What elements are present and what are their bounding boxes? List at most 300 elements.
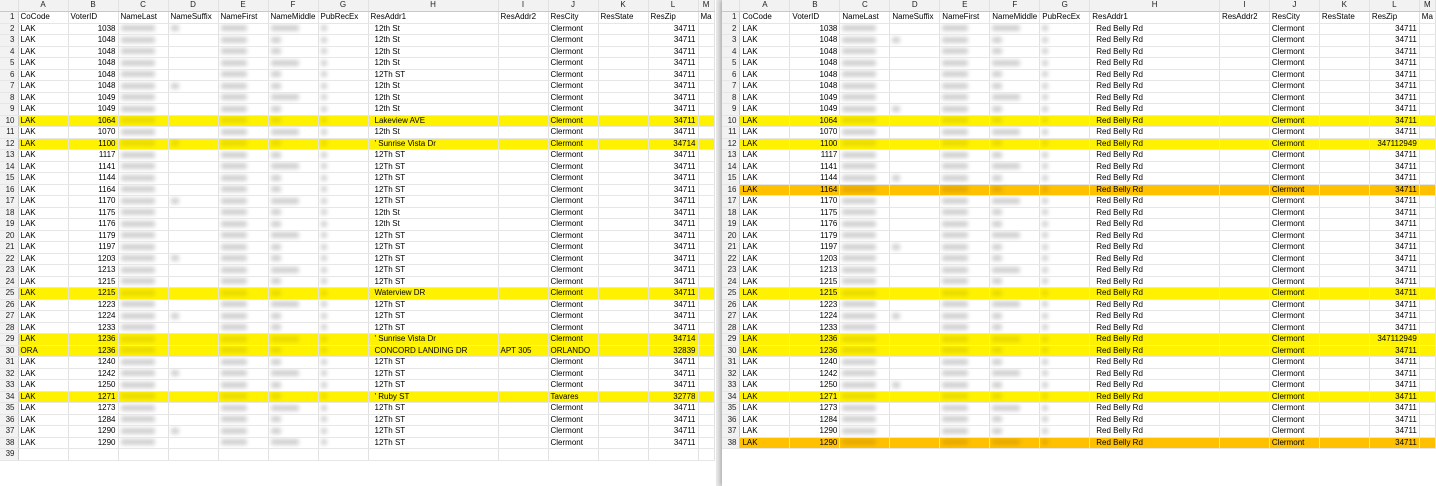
reszip-cell[interactable]: 34711 bbox=[1369, 253, 1419, 265]
mailing-cell[interactable] bbox=[698, 184, 714, 196]
namemiddle-cell[interactable] bbox=[268, 46, 318, 58]
mailing-cell[interactable] bbox=[1419, 368, 1435, 380]
rescity-cell[interactable]: Clermont bbox=[1269, 115, 1319, 127]
voterid-cell[interactable]: 1048 bbox=[68, 46, 118, 58]
voterid-cell[interactable]: 1100 bbox=[790, 138, 840, 150]
column-header-L[interactable]: L bbox=[648, 0, 698, 12]
resaddr1-cell[interactable] bbox=[368, 288, 498, 300]
row-number[interactable]: 34 bbox=[722, 391, 740, 403]
header-cell-cocode[interactable]: CoCode bbox=[740, 12, 790, 24]
namelast-cell[interactable] bbox=[840, 127, 890, 139]
mailing-cell[interactable] bbox=[698, 368, 714, 380]
row-number[interactable]: 25 bbox=[0, 288, 18, 300]
mailing-cell[interactable] bbox=[1419, 81, 1435, 93]
voterid-cell[interactable]: 1141 bbox=[68, 161, 118, 173]
rescity-cell[interactable]: Clermont bbox=[1269, 391, 1319, 403]
resstate-cell[interactable] bbox=[598, 127, 648, 139]
namelast-cell[interactable] bbox=[840, 81, 890, 93]
namesuffix-cell[interactable] bbox=[168, 58, 218, 70]
voterid-cell[interactable]: 1049 bbox=[790, 104, 840, 116]
cocode-cell[interactable]: LAK bbox=[740, 184, 790, 196]
cocode-cell[interactable]: LAK bbox=[740, 81, 790, 93]
namefirst-cell[interactable] bbox=[940, 35, 990, 47]
cocode-cell[interactable]: LAK bbox=[740, 35, 790, 47]
select-all-corner[interactable] bbox=[0, 0, 18, 12]
pubrecex-cell[interactable] bbox=[318, 253, 368, 265]
row-number[interactable]: 2 bbox=[722, 23, 740, 35]
row-number[interactable]: 15 bbox=[722, 173, 740, 185]
resaddr1-cell[interactable] bbox=[368, 253, 498, 265]
resaddr2-cell[interactable] bbox=[498, 219, 548, 231]
mailing-cell[interactable] bbox=[1419, 184, 1435, 196]
cocode-cell[interactable]: LAK bbox=[740, 368, 790, 380]
reszip-cell[interactable]: 34711 bbox=[1369, 92, 1419, 104]
cocode-cell[interactable]: LAK bbox=[18, 299, 68, 311]
namelast-cell[interactable] bbox=[118, 345, 168, 357]
resaddr1-cell[interactable] bbox=[368, 161, 498, 173]
row-number[interactable]: 39 bbox=[0, 449, 18, 461]
row-number[interactable]: 23 bbox=[722, 265, 740, 277]
namemiddle-cell[interactable] bbox=[268, 230, 318, 242]
resstate-cell[interactable] bbox=[598, 334, 648, 346]
resstate-cell[interactable] bbox=[1319, 35, 1369, 47]
mailing-cell[interactable] bbox=[1419, 230, 1435, 242]
row-number[interactable]: 22 bbox=[722, 253, 740, 265]
namefirst-cell[interactable] bbox=[218, 58, 268, 70]
resaddr1-cell[interactable] bbox=[368, 23, 498, 35]
resaddr1-cell[interactable] bbox=[1090, 334, 1220, 346]
resaddr1-cell[interactable] bbox=[368, 242, 498, 254]
mailing-cell[interactable] bbox=[1419, 35, 1435, 47]
rescity-cell[interactable]: Clermont bbox=[1269, 403, 1319, 415]
namesuffix-cell[interactable] bbox=[168, 104, 218, 116]
resstate-cell[interactable] bbox=[598, 311, 648, 323]
pubrecex-cell[interactable] bbox=[318, 35, 368, 47]
mailing-cell[interactable] bbox=[1419, 150, 1435, 162]
namesuffix-cell[interactable] bbox=[890, 345, 940, 357]
voterid-cell[interactable]: 1117 bbox=[790, 150, 840, 162]
rescity-cell[interactable]: Clermont bbox=[1269, 23, 1319, 35]
mailing-cell[interactable] bbox=[1419, 426, 1435, 438]
voterid-cell[interactable]: 1048 bbox=[790, 81, 840, 93]
column-header-E[interactable]: E bbox=[940, 0, 990, 12]
voterid-cell[interactable]: 1175 bbox=[68, 207, 118, 219]
reszip-cell[interactable]: 34711 bbox=[648, 46, 698, 58]
resstate-cell[interactable] bbox=[598, 184, 648, 196]
namemiddle-cell[interactable] bbox=[268, 196, 318, 208]
cocode-cell[interactable]: LAK bbox=[18, 414, 68, 426]
pubrecex-cell[interactable] bbox=[318, 357, 368, 369]
resaddr1-cell[interactable] bbox=[368, 196, 498, 208]
resaddr1-cell[interactable] bbox=[1090, 276, 1220, 288]
cocode-cell[interactable]: LAK bbox=[18, 403, 68, 415]
resaddr1-cell[interactable] bbox=[1090, 345, 1220, 357]
namelast-cell[interactable] bbox=[840, 161, 890, 173]
header-cell-ma[interactable]: Ma bbox=[698, 12, 714, 24]
namelast-cell[interactable] bbox=[840, 150, 890, 162]
reszip-cell[interactable]: 34711 bbox=[1369, 219, 1419, 231]
resaddr2-cell[interactable] bbox=[498, 288, 548, 300]
mailing-cell[interactable] bbox=[698, 276, 714, 288]
resstate-cell[interactable] bbox=[598, 173, 648, 185]
row-number[interactable]: 17 bbox=[0, 196, 18, 208]
pubrecex-cell[interactable] bbox=[1040, 196, 1090, 208]
resaddr1-cell[interactable] bbox=[368, 276, 498, 288]
resstate-cell[interactable] bbox=[598, 437, 648, 449]
mailing-cell[interactable] bbox=[1419, 265, 1435, 277]
header-cell-resaddr2[interactable]: ResAddr2 bbox=[498, 12, 548, 24]
namelast-cell[interactable] bbox=[118, 138, 168, 150]
mailing-cell[interactable] bbox=[1419, 104, 1435, 116]
row-number[interactable]: 21 bbox=[0, 242, 18, 254]
row-number[interactable]: 3 bbox=[0, 35, 18, 47]
namelast-cell[interactable] bbox=[118, 161, 168, 173]
cocode-cell[interactable]: LAK bbox=[18, 150, 68, 162]
namefirst-cell[interactable] bbox=[218, 138, 268, 150]
voterid-cell[interactable]: 1233 bbox=[68, 322, 118, 334]
mailing-cell[interactable] bbox=[1419, 161, 1435, 173]
reszip-cell[interactable]: 34711 bbox=[1369, 391, 1419, 403]
resaddr1-cell[interactable] bbox=[368, 403, 498, 415]
header-cell-voterid[interactable]: VoterID bbox=[790, 12, 840, 24]
resaddr2-cell[interactable] bbox=[498, 23, 548, 35]
voterid-cell[interactable]: 1170 bbox=[68, 196, 118, 208]
cocode-cell[interactable]: LAK bbox=[740, 242, 790, 254]
resstate-cell[interactable] bbox=[598, 46, 648, 58]
mailing-cell[interactable] bbox=[1419, 219, 1435, 231]
voterid-cell[interactable]: 1164 bbox=[68, 184, 118, 196]
namemiddle-cell[interactable] bbox=[268, 368, 318, 380]
pubrecex-cell[interactable] bbox=[318, 104, 368, 116]
namelast-cell[interactable] bbox=[118, 265, 168, 277]
voterid-cell[interactable]: 1048 bbox=[68, 58, 118, 70]
column-header-J[interactable]: J bbox=[548, 0, 598, 12]
resstate-cell[interactable] bbox=[598, 161, 648, 173]
resaddr1-cell[interactable] bbox=[1090, 58, 1220, 70]
rescity-cell[interactable]: Clermont bbox=[548, 311, 598, 323]
reszip-cell[interactable]: 34711 bbox=[648, 265, 698, 277]
column-header-I[interactable]: I bbox=[1219, 0, 1269, 12]
pubrecex-cell[interactable] bbox=[318, 46, 368, 58]
mailing-cell[interactable] bbox=[698, 403, 714, 415]
reszip-cell[interactable]: 34711 bbox=[648, 92, 698, 104]
rescity-cell[interactable]: Clermont bbox=[548, 288, 598, 300]
reszip-cell[interactable]: 34711 bbox=[1369, 173, 1419, 185]
resstate-cell[interactable] bbox=[598, 58, 648, 70]
resaddr1-cell[interactable] bbox=[368, 334, 498, 346]
namefirst-cell[interactable] bbox=[940, 322, 990, 334]
reszip-cell[interactable]: 34711 bbox=[1369, 288, 1419, 300]
mailing-cell[interactable] bbox=[1419, 380, 1435, 392]
voterid-cell[interactable]: 1176 bbox=[68, 219, 118, 231]
namefirst-cell[interactable] bbox=[940, 242, 990, 254]
namefirst-cell[interactable] bbox=[940, 92, 990, 104]
resaddr2-cell[interactable] bbox=[498, 437, 548, 449]
namefirst-cell[interactable] bbox=[218, 242, 268, 254]
namemiddle-cell[interactable] bbox=[268, 104, 318, 116]
namesuffix-cell[interactable] bbox=[168, 368, 218, 380]
cocode-cell[interactable]: LAK bbox=[740, 299, 790, 311]
voterid-cell[interactable]: 1070 bbox=[68, 127, 118, 139]
cocode-cell[interactable]: LAK bbox=[18, 81, 68, 93]
reszip-cell[interactable]: 34711 bbox=[648, 81, 698, 93]
namefirst-cell[interactable] bbox=[940, 219, 990, 231]
reszip-cell[interactable]: 34711 bbox=[648, 35, 698, 47]
pubrecex-cell[interactable] bbox=[318, 299, 368, 311]
rescity-cell[interactable]: Clermont bbox=[548, 127, 598, 139]
namemiddle-cell[interactable] bbox=[990, 207, 1040, 219]
cocode-cell[interactable]: LAK bbox=[18, 334, 68, 346]
column-header-K[interactable]: K bbox=[1319, 0, 1369, 12]
reszip-cell[interactable]: 34711 bbox=[1369, 380, 1419, 392]
rescity-cell[interactable]: Clermont bbox=[548, 35, 598, 47]
pubrecex-cell[interactable] bbox=[1040, 276, 1090, 288]
resaddr1-cell[interactable] bbox=[368, 368, 498, 380]
pubrecex-cell[interactable] bbox=[318, 81, 368, 93]
rescity-cell[interactable]: Clermont bbox=[1269, 58, 1319, 70]
resaddr2-cell[interactable] bbox=[498, 35, 548, 47]
namemiddle-cell[interactable] bbox=[990, 196, 1040, 208]
voterid-cell[interactable]: 1213 bbox=[68, 265, 118, 277]
namemiddle-cell[interactable] bbox=[990, 265, 1040, 277]
pubrecex-cell[interactable] bbox=[318, 58, 368, 70]
namemiddle-cell[interactable] bbox=[268, 92, 318, 104]
namesuffix-cell[interactable] bbox=[168, 357, 218, 369]
namefirst-cell[interactable] bbox=[218, 69, 268, 81]
namelast-cell[interactable] bbox=[840, 276, 890, 288]
resaddr2-cell[interactable] bbox=[498, 357, 548, 369]
voterid-cell[interactable]: 1224 bbox=[790, 311, 840, 323]
rescity-cell[interactable]: Clermont bbox=[1269, 69, 1319, 81]
column-header-I[interactable]: I bbox=[498, 0, 548, 12]
row-number[interactable]: 5 bbox=[722, 58, 740, 70]
resstate-cell[interactable] bbox=[598, 196, 648, 208]
pubrecex-cell[interactable] bbox=[318, 173, 368, 185]
pubrecex-cell[interactable] bbox=[318, 311, 368, 323]
rescity-cell[interactable]: Clermont bbox=[548, 265, 598, 277]
resstate-cell[interactable] bbox=[1319, 276, 1369, 288]
namemiddle-cell[interactable] bbox=[268, 115, 318, 127]
voterid-cell[interactable]: 1064 bbox=[68, 115, 118, 127]
resaddr2-cell[interactable] bbox=[498, 81, 548, 93]
cocode-cell[interactable]: LAK bbox=[18, 161, 68, 173]
namefirst-cell[interactable] bbox=[218, 104, 268, 116]
resaddr2-cell[interactable] bbox=[498, 276, 548, 288]
resaddr2-cell[interactable] bbox=[498, 207, 548, 219]
namemiddle-cell[interactable] bbox=[990, 299, 1040, 311]
pubrecex-cell[interactable] bbox=[1040, 380, 1090, 392]
namefirst-cell[interactable] bbox=[218, 276, 268, 288]
mailing-cell[interactable] bbox=[698, 230, 714, 242]
rescity-cell[interactable]: Clermont bbox=[548, 46, 598, 58]
resaddr1-cell[interactable] bbox=[1090, 253, 1220, 265]
resaddr1-cell[interactable] bbox=[1090, 196, 1220, 208]
rescity-cell[interactable]: Clermont bbox=[1269, 299, 1319, 311]
namemiddle-cell[interactable] bbox=[990, 391, 1040, 403]
voterid-cell[interactable]: 1048 bbox=[68, 81, 118, 93]
resaddr1-cell[interactable] bbox=[1090, 311, 1220, 323]
namefirst-cell[interactable] bbox=[218, 253, 268, 265]
voterid-cell[interactable]: 1048 bbox=[68, 35, 118, 47]
namefirst-cell[interactable] bbox=[218, 265, 268, 277]
voterid-cell[interactable]: 1176 bbox=[790, 219, 840, 231]
resstate-cell[interactable] bbox=[1319, 23, 1369, 35]
namelast-cell[interactable] bbox=[118, 196, 168, 208]
namefirst-cell[interactable] bbox=[218, 92, 268, 104]
mailing-cell[interactable] bbox=[698, 334, 714, 346]
reszip-cell[interactable]: 34711 bbox=[648, 276, 698, 288]
namefirst-cell[interactable] bbox=[940, 161, 990, 173]
voterid-cell[interactable]: 1236 bbox=[68, 345, 118, 357]
rescity-cell[interactable]: Clermont bbox=[1269, 184, 1319, 196]
rescity-cell[interactable]: Clermont bbox=[1269, 173, 1319, 185]
pubrecex-cell[interactable] bbox=[318, 92, 368, 104]
namemiddle-cell[interactable] bbox=[268, 58, 318, 70]
namefirst-cell[interactable] bbox=[218, 288, 268, 300]
header-cell-resaddr1[interactable]: ResAddr1 bbox=[1090, 12, 1220, 24]
voterid-cell[interactable]: 1048 bbox=[790, 46, 840, 58]
namesuffix-cell[interactable] bbox=[168, 115, 218, 127]
voterid-cell[interactable]: 1236 bbox=[790, 334, 840, 346]
rescity-cell[interactable]: Clermont bbox=[548, 380, 598, 392]
resstate-cell[interactable] bbox=[598, 380, 648, 392]
pubrecex-cell[interactable] bbox=[1040, 58, 1090, 70]
rescity-cell[interactable]: Clermont bbox=[1269, 35, 1319, 47]
namesuffix-cell[interactable] bbox=[168, 46, 218, 58]
cocode-cell[interactable]: LAK bbox=[18, 104, 68, 116]
namesuffix-cell[interactable] bbox=[890, 104, 940, 116]
resaddr1-cell[interactable] bbox=[368, 219, 498, 231]
resaddr2-cell[interactable] bbox=[498, 230, 548, 242]
namefirst-cell[interactable] bbox=[940, 253, 990, 265]
namelast-cell[interactable] bbox=[118, 242, 168, 254]
mailing-cell[interactable] bbox=[1419, 357, 1435, 369]
rescity-cell[interactable]: Clermont bbox=[1269, 230, 1319, 242]
namefirst-cell[interactable] bbox=[940, 403, 990, 415]
namesuffix-cell[interactable] bbox=[890, 334, 940, 346]
namemiddle-cell[interactable] bbox=[990, 345, 1040, 357]
resaddr1-cell[interactable] bbox=[368, 437, 498, 449]
namemiddle-cell[interactable] bbox=[990, 253, 1040, 265]
mailing-cell[interactable] bbox=[1419, 46, 1435, 58]
resaddr2-cell[interactable] bbox=[1219, 69, 1269, 81]
resaddr2-cell[interactable] bbox=[498, 242, 548, 254]
voterid-cell[interactable]: 1048 bbox=[790, 58, 840, 70]
resaddr1-cell[interactable] bbox=[1090, 184, 1220, 196]
resaddr2-cell[interactable] bbox=[1219, 311, 1269, 323]
resaddr2-cell[interactable] bbox=[498, 449, 548, 461]
voterid-cell[interactable]: 1290 bbox=[790, 426, 840, 438]
pubrecex-cell[interactable] bbox=[318, 380, 368, 392]
mailing-cell[interactable] bbox=[698, 35, 714, 47]
namesuffix-cell[interactable] bbox=[168, 311, 218, 323]
resaddr1-cell[interactable] bbox=[368, 138, 498, 150]
namemiddle-cell[interactable] bbox=[268, 207, 318, 219]
resstate-cell[interactable] bbox=[598, 426, 648, 438]
resaddr1-cell[interactable] bbox=[1090, 104, 1220, 116]
namelast-cell[interactable] bbox=[118, 230, 168, 242]
namelast-cell[interactable] bbox=[840, 368, 890, 380]
row-number[interactable]: 29 bbox=[0, 334, 18, 346]
header-cell-resaddr2[interactable]: ResAddr2 bbox=[1219, 12, 1269, 24]
namesuffix-cell[interactable] bbox=[890, 368, 940, 380]
namefirst-cell[interactable] bbox=[940, 150, 990, 162]
namemiddle-cell[interactable] bbox=[268, 35, 318, 47]
resaddr2-cell[interactable] bbox=[1219, 230, 1269, 242]
resstate-cell[interactable] bbox=[598, 207, 648, 219]
resaddr2-cell[interactable] bbox=[498, 138, 548, 150]
namelast-cell[interactable] bbox=[840, 299, 890, 311]
cocode-cell[interactable]: LAK bbox=[18, 368, 68, 380]
namesuffix-cell[interactable] bbox=[890, 230, 940, 242]
column-header-B[interactable]: B bbox=[790, 0, 840, 12]
pubrecex-cell[interactable] bbox=[318, 265, 368, 277]
column-header-M[interactable]: M bbox=[698, 0, 714, 12]
pubrecex-cell[interactable] bbox=[1040, 92, 1090, 104]
row-number[interactable]: 7 bbox=[722, 81, 740, 93]
rescity-cell[interactable]: Clermont bbox=[548, 322, 598, 334]
namelast-cell[interactable] bbox=[118, 184, 168, 196]
cocode-cell[interactable]: LAK bbox=[740, 230, 790, 242]
namelast-cell[interactable] bbox=[840, 104, 890, 116]
reszip-cell[interactable]: 34711 bbox=[648, 69, 698, 81]
row-number[interactable]: 19 bbox=[0, 219, 18, 231]
voterid-cell[interactable]: 1049 bbox=[68, 92, 118, 104]
voterid-cell[interactable]: 1240 bbox=[790, 357, 840, 369]
rescity-cell[interactable]: Clermont bbox=[548, 184, 598, 196]
reszip-cell[interactable] bbox=[648, 449, 698, 461]
reszip-cell[interactable]: 34711 bbox=[648, 426, 698, 438]
namemiddle-cell[interactable] bbox=[268, 334, 318, 346]
pubrecex-cell[interactable] bbox=[318, 276, 368, 288]
resstate-cell[interactable] bbox=[598, 253, 648, 265]
row-number[interactable]: 14 bbox=[722, 161, 740, 173]
voterid-cell[interactable]: 1284 bbox=[790, 414, 840, 426]
voterid-cell[interactable]: 1144 bbox=[790, 173, 840, 185]
rescity-cell[interactable]: Clermont bbox=[1269, 104, 1319, 116]
reszip-cell[interactable]: 34711 bbox=[1369, 161, 1419, 173]
reszip-cell[interactable]: 34711 bbox=[1369, 276, 1419, 288]
resaddr1-cell[interactable] bbox=[1090, 230, 1220, 242]
resaddr2-cell[interactable] bbox=[498, 173, 548, 185]
reszip-cell[interactable]: 34711 bbox=[648, 299, 698, 311]
row-number[interactable]: 1 bbox=[0, 12, 18, 24]
reszip-cell[interactable]: 34711 bbox=[1369, 150, 1419, 162]
rescity-cell[interactable]: Clermont bbox=[1269, 368, 1319, 380]
namelast-cell[interactable] bbox=[840, 207, 890, 219]
namesuffix-cell[interactable] bbox=[890, 242, 940, 254]
row-number[interactable]: 30 bbox=[722, 345, 740, 357]
resstate-cell[interactable] bbox=[1319, 426, 1369, 438]
rescity-cell[interactable]: Clermont bbox=[548, 69, 598, 81]
resaddr1-cell[interactable] bbox=[368, 322, 498, 334]
namesuffix-cell[interactable] bbox=[890, 173, 940, 185]
resaddr2-cell[interactable] bbox=[498, 426, 548, 438]
resstate-cell[interactable] bbox=[598, 288, 648, 300]
reszip-cell[interactable]: 32839 bbox=[648, 345, 698, 357]
resaddr1-cell[interactable] bbox=[368, 391, 498, 403]
resaddr2-cell[interactable] bbox=[1219, 81, 1269, 93]
pubrecex-cell[interactable] bbox=[318, 207, 368, 219]
voterid-cell[interactable]: 1175 bbox=[790, 207, 840, 219]
namelast-cell[interactable] bbox=[118, 334, 168, 346]
pubrecex-cell[interactable] bbox=[318, 368, 368, 380]
reszip-cell[interactable]: 34711 bbox=[1369, 426, 1419, 438]
mailing-cell[interactable] bbox=[1419, 138, 1435, 150]
voterid-cell[interactable]: 1273 bbox=[790, 403, 840, 415]
resaddr2-cell[interactable] bbox=[1219, 345, 1269, 357]
namemiddle-cell[interactable] bbox=[268, 449, 318, 461]
